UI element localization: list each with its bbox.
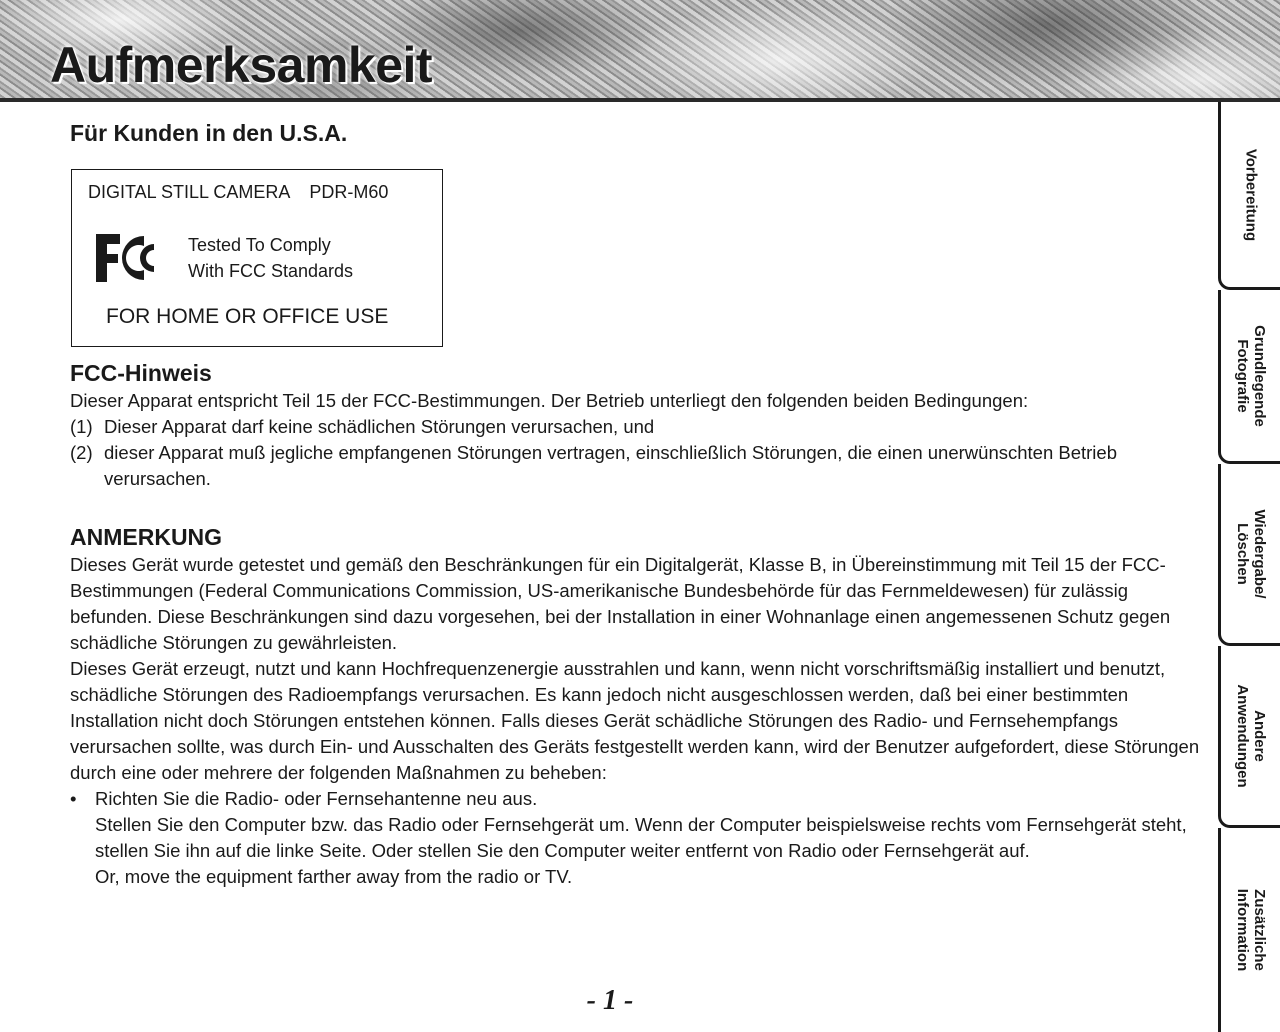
list-number: (1)	[70, 416, 93, 437]
bullet-line-3: Or, move the equipment farther away from the radio or TV.	[95, 866, 573, 887]
anmerkung-paragraph-1: Dieses Gerät wurde getestet und gemäß den Beschränkungen für ein Digitalgerät, Klasse B, in Übereinstimmung mit Teil 15 der FCC-Bestimmungen (Federal Communications Commission, US-amerikanische Bundesbehörde für das Fernmeldewesen) für zulässig befunden. Diese Beschränkungen sind dazu vorgesehen, bei der Installation in einer Wohnanlage einen angemessenen Schutz gegen schädliche Störungen zu gewährleisten.	[70, 554, 1171, 653]
main-content	[70, 118, 1210, 148]
fcc-notice-heading: FCC-Hinweis	[70, 360, 212, 386]
page-title: Aufmerksamkeit	[50, 37, 433, 93]
chapter-tabs	[1218, 102, 1280, 1032]
bullet-icon: •	[70, 788, 77, 809]
bullet-line-2: Stellen Sie den Computer bzw. das Radio oder Fernsehgerät um. Wenn der Computer beispielsweise rechts vom Fernsehgerät steht, stellen Sie ihn auf die linke Seite. Oder stellen Sie den Computer weiter entfernt von Radio oder Fernsehgerät auf.	[95, 814, 1187, 861]
tab-andere-anwendungen[interactable]	[1218, 646, 1280, 828]
usa-heading: Für Kunden in den U.S.A.	[70, 120, 348, 146]
fcc-use-text: FOR HOME OR OFFICE USE	[106, 305, 389, 328]
fcc-notice-intro: Dieser Apparat entspricht Teil 15 der FCC-Bestimmungen. Der Betrieb unterliegt den folgenden beiden Bedingungen:	[70, 390, 1029, 411]
tab-label: Zusätzliche Information	[1233, 888, 1268, 972]
tab-label: Vorbereitung	[1242, 148, 1259, 241]
fcc-label-box	[71, 169, 443, 347]
fcc-comply-text	[188, 232, 353, 284]
list-text: Dieser Apparat darf keine schädlichen Störungen verursachen, und	[104, 416, 655, 437]
list-item	[70, 440, 1210, 492]
tab-label: Wiedergabe/ Löschen	[1233, 508, 1268, 599]
anmerkung-heading: ANMERKUNG	[70, 524, 223, 550]
tab-zusaetzliche-information[interactable]	[1218, 828, 1280, 1032]
header-divider	[0, 98, 1280, 102]
spacer	[70, 492, 1210, 522]
list-text: dieser Apparat muß jegliche empfangenen Störungen vertragen, einschließlich Störungen, die einen unerwünschten Betrieb verursachen.	[104, 442, 1117, 489]
fcc-model-text: DIGITAL STILL CAMERA PDR-M60	[88, 182, 389, 202]
bullet-line-1: Richten Sie die Radio- oder Fernsehantenne neu aus.	[95, 788, 538, 809]
fcc-comply-line2: With FCC Standards	[188, 261, 354, 281]
fcc-comply-line1: Tested To Comply	[188, 235, 331, 255]
anmerkung-paragraph-2: Dieses Gerät erzeugt, nutzt und kann Hochfrequenzenergie ausstrahlen und kann, wenn nicht vorschriftsmäßig installiert und benutzt, schädliche Störungen des Radioempfangs verursachen. Es kann jedoch nicht ausgeschlossen werden, daß bei einer bestimmten Installation nicht doch Störungen entstehen können. Falls dieses Gerät schädliche Störungen des Radio- und Fernsehempfangs verursachen sollte, was durch Ein- und Ausschalten des Geräts festgestellt werden kann, wird der Benutzer aufgefordert, diese Störungen durch eine oder mehrere der folgenden Maßnahmen zu beheben:	[70, 658, 1200, 783]
list-item	[70, 786, 1210, 890]
tab-vorbereitung[interactable]	[1218, 102, 1280, 290]
tab-label: Andere Anwendungen	[1233, 683, 1268, 788]
list-item	[70, 414, 1210, 440]
fcc-logo-icon	[94, 232, 162, 284]
fcc-notice-section	[70, 358, 1210, 890]
page-number: - 1 -	[586, 985, 634, 1016]
tab-label: Grundlegende Fotografie	[1233, 324, 1268, 427]
list-number: (2)	[70, 442, 93, 463]
tab-wiedergabe-loeschen[interactable]	[1218, 464, 1280, 646]
tab-grundlegende-fotografie[interactable]	[1218, 290, 1280, 464]
